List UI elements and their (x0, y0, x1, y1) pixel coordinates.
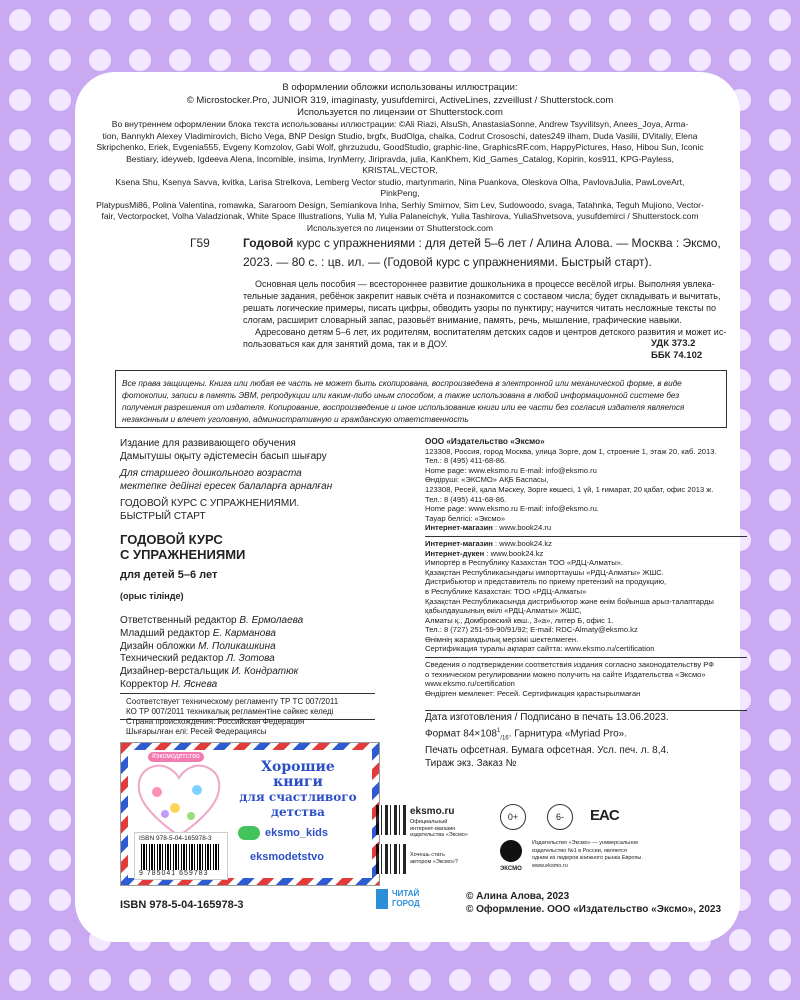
barcode-isbn: ISBN 978-5-04-165978-3 (139, 835, 212, 842)
staff-role: Младший редактор (120, 627, 210, 639)
abstract-line: Основная цель пособия — всестороннее развитие дошкольника в процессе весёлой игры. Выполняя увлека- (255, 279, 715, 289)
book-title-line: ГОДОВОЙ КУРС (120, 532, 223, 547)
format-sup: 1 (496, 727, 501, 734)
staff-name: Н. Яснева (170, 678, 218, 690)
age-group-kz: мектепке дейінгі ересек балаларға арналған (120, 480, 333, 492)
format-sub: /16 (500, 735, 509, 742)
catalog-title: Годовой (243, 236, 294, 250)
staff-role: Дизайн обложки (120, 640, 196, 652)
language-note: (орыс тілінде) (120, 591, 184, 601)
kz-line: Қазақстан Республикасында дистрибьютор және өнім бойынша арыз-талаптарды (425, 596, 714, 606)
abstract-line: тельные задания, ребёнок закрепит навык счёта и познакомится с составом числа; будет складывать и вычитать, (243, 291, 721, 301)
copyright (466, 890, 721, 916)
kz-line: Өнімнің жарамдылық мерзімі шектелмеген. (425, 634, 579, 644)
kz-line: Алматы қ., Домбровский көш., 3«а», литер Б, офис 1. (425, 615, 614, 625)
abstract-line: Адресовано детям 5–6 лет, их родителям, воспитателям детских садов и центров детского развития и может ис- (255, 327, 727, 337)
hashtag-badge: #эксмодетство (148, 752, 204, 762)
invite-line: автором «Эксмо»? (410, 859, 458, 865)
eksmo-shop-desc (410, 819, 468, 839)
format-text: . Гарнитура «Myriad Pro». (508, 728, 628, 740)
staff-row (120, 628, 400, 641)
slogan-line: книги (273, 774, 323, 790)
rights-line: фотокопии, записи в память ЭВМ, репродукции или каким-либо иным способом, а также использована в любой информационной системе без (122, 391, 680, 400)
regulation-line: Соответствует техническому регламенту ТР ТС 007/2011 (126, 697, 339, 706)
staff-role: Дизайнер-верстальщик (120, 666, 229, 678)
barcode (134, 832, 228, 880)
logo-line: ЧИТАЙ (392, 889, 420, 898)
staff-row (120, 615, 400, 628)
credit-line: tion, Bannykh Alexey Vladimirovich, Bicho Vega, BNP Design Studio, brgfx, BudOlga, chaika, Codrut Crososchi, dates249 ilham, Duda Vasilii, DVitaliy, Elena (102, 130, 698, 141)
rights-line: Все права защищены. Книга или любая ее часть не может быть скопирована, воспроизведена в электронной или механической форме, в виде (122, 379, 682, 388)
rights-line: получения разрешения от издателя. Копирование, воспроизведение и иное использование книги или ее части без согласия издателя является (122, 403, 685, 412)
origin-line: Страна происхождения: Российская Федерация (126, 717, 305, 726)
staff-row (120, 653, 400, 666)
footer-isbn: ISBN 978-5-04-165978-3 (120, 899, 244, 911)
book-title (120, 532, 245, 562)
abstract-line: пользоваться как для занятий дома, так и в ДОУ. (243, 339, 448, 349)
social-site: eksmodetstvo (250, 851, 324, 863)
slogan-line: детства (271, 805, 325, 819)
cert-line: Сведения о подтверждении соответствия издания согласно законодательству РФ (425, 660, 715, 670)
chitai-gorod-logo-icon (376, 889, 388, 909)
publisher-line: Өндіруші: «ЭКСМО» АҚБ Баспасы, (425, 475, 549, 485)
eksmo-site: eksmo.ru (410, 806, 455, 817)
staff-list (120, 615, 400, 692)
qr-code-shop (376, 805, 406, 835)
paper-info: Печать офсетная. Бумага офсетная. Усл. печ. л. 8,4. (425, 744, 669, 756)
catalog-line: курс с упражнениями : для детей 5–6 лет / Алина Алова. — Москва : Эксмо, (293, 236, 721, 250)
staff-name: И. Кондратюк (231, 666, 299, 678)
series-name: БЫСТРЫЙ СТАРТ (120, 510, 206, 522)
publisher-line: 123308, Ресей, қала Мәскеу, Зорге көшесі, 1 үй, 1 ғимарат, 20 қабат, офис 2013 ж. (425, 484, 714, 494)
publisher-line: Тел.: 8 (495) 411-68-86. (425, 494, 507, 504)
social-handle: eksmo_kids (265, 827, 328, 839)
desc-line: издательства «Эксмо» (410, 832, 468, 838)
print-info (425, 712, 750, 771)
barcode-number: 9 785041 659783 (139, 870, 209, 877)
staff-row (120, 641, 400, 654)
kz-line: Импортёр в Республику Казахстан ТОО «РДЦ-Алматы». (425, 558, 624, 568)
staff-role: Корректор (120, 678, 169, 690)
credit-line: © Microstocker.Pro, JUNIOR 319, imaginasty, yusufdemirci, ActiveLines, zzveillust / Shutterstock.com (186, 94, 614, 106)
format-text: Формат 84×108 (425, 728, 497, 740)
regulation-line: КО ТР 007/2011 техникалық регламентіне сәйкес келеді (126, 707, 334, 716)
shop-label: Интернет-магазин (425, 523, 493, 533)
shop-url: : www.book24.ru (492, 523, 552, 533)
age-rating-0: 0+ (500, 804, 526, 830)
left-column (120, 438, 400, 523)
print-date: Дата изготовления / Подписано в печать 13.06.2023. (425, 712, 669, 723)
credit-line: В оформлении обложки использованы иллюстрации: (282, 82, 518, 93)
publisher-line: Home page: www.eksmo.ru E-mail: info@eksmo.ru. (425, 504, 599, 514)
edition-type-kz: Дамытушы оқыту әдістемесін басып шығару (120, 450, 327, 462)
publisher-line: Тауар белгісі: «Эксмо» (425, 513, 506, 523)
edition-type: Издание для развивающего обучения (120, 438, 296, 449)
kz-line: Дистрибьютор и представитель по приему претензий на продукцию, (425, 577, 667, 587)
publisher-line: Тел.: 8 (495) 411-68-86. (425, 456, 507, 466)
staff-name: В. Ермолаева (239, 615, 304, 626)
origin-note (126, 717, 304, 737)
kz-line: қабылдаушының өкілі «РДЦ-Алматы» ЖШС, (425, 606, 582, 616)
udk-code: УДК 373.2 (651, 338, 696, 349)
catalog-entry (243, 234, 723, 272)
age-group: Для старшего дошкольного возраста (120, 468, 302, 479)
shop-url: : www.book24.kz (484, 548, 544, 558)
rights-line: незаконным и влечет уголовную, административную и гражданскую ответственность (122, 415, 469, 424)
book-subtitle: для детей 5–6 лет (120, 569, 218, 581)
rights-notice (115, 370, 727, 428)
publisher-info (425, 437, 750, 698)
book-title-line: С УПРАЖНЕНИЯМИ (120, 547, 246, 562)
origin-line: Шығарылған елі: Ресей Федерациясы (126, 727, 267, 736)
staff-role: Технический редактор (120, 653, 224, 665)
chitai-gorod-logo (392, 889, 420, 909)
catalog-line: 2023. — 80 с. : цв. ил. — (Годовой курс с упражнениями. Быстрый старт). (243, 255, 652, 269)
copyright-line: © Оформление. ООО «Издательство «Эксмо», 2023 (466, 904, 722, 915)
catalog-code: Г59 (190, 236, 210, 250)
shop-label: Интернет-дүкен (425, 548, 485, 558)
kz-line: Сертификация туралы ақпарат сайтта: www.eksmo.ru/certification (425, 644, 655, 654)
desc-line: интернет-магазин (410, 825, 456, 832)
age-rating-6: 6- (547, 804, 573, 830)
credit-line: Bestiary, ideyweb, Igdeeva Alena, Incomible, insima, IrynMerry, Jiripravda, julia, KanKhem, Kid_Games_Catalog, Kopirin, kos911, KPG-Payless, KRISTAL.VECTOR, (126, 153, 674, 175)
credit-line: Используется по лицензии от Shutterstock.com (297, 107, 503, 118)
shop-label: Интернет-магазин (425, 538, 493, 548)
staff-row (120, 666, 400, 679)
kz-line: в Республике Казахстан: ТОО «РДЦ-Алматы» (425, 586, 587, 596)
publisher-name: ООО «Издательство «Эксмо» (425, 437, 545, 446)
credit-line: Skripchenko, Eriek, Evgenia555, Evgeny Komzolov, Gabi Wolf, ghrzuzudu, GoodStudio, graphic-line, GraphicsRF.com, HappyPictures, Haso, Hibou Sun, Iconic (96, 142, 704, 152)
qr-code-author (376, 844, 406, 874)
about-line: издательство №1 в России, является (532, 847, 627, 854)
shop-url: : www.book24.kz (492, 538, 552, 548)
author-invite (410, 852, 458, 866)
print-format (425, 725, 750, 745)
cert-line: Өндірген мемлекет: Ресей. Сертификация қарастырылмаған (425, 688, 641, 698)
eksmo-logo-text: ЭКСМО (500, 866, 522, 872)
staff-row (120, 679, 400, 692)
credit-line: Используется по лицензии от Shutterstock.com (306, 222, 494, 233)
series-name: ГОДОВОЙ КУРС С УПРАЖНЕНИЯМИ. (120, 498, 300, 509)
logo-line: ГОРОД (392, 899, 420, 908)
about-line: Издательство «Эксмо» — универсальное (532, 840, 639, 846)
kz-line: Тел.: 8 (727) 251-59-90/91/92; E-mail: RDC-Almaty@eksmo.kz (425, 625, 638, 635)
social-icons (238, 826, 260, 840)
cert-line: www.eksmo.ru/certification (425, 679, 515, 689)
credit-line: fair, Vectorpocket, Volha Valadzionak, White Space Illustrations, Yulia M, Yulia Palaneichyk, Yulia Tashirova, YuliaShvetsova, yusufdemirci / Shutterstock.com (101, 211, 699, 221)
eksmo-about (532, 840, 643, 870)
cert-line: о техническом регулировании можно получить на сайте Издательства «Эксмо» (425, 669, 706, 679)
eksmo-logo-icon (500, 840, 522, 862)
credit-line: Во внутреннем оформлении блока текста использованы иллюстрации: ©Ali Riazi, AlsuSh, AnastasiaSonne, Andrew Tsyvilitsyn, Anees_Joya, Arma- (111, 119, 689, 129)
barcode-bars (141, 844, 221, 870)
staff-role: Ответственный редактор (120, 615, 237, 626)
heart-icon (135, 762, 223, 838)
publisher-line: Home page: www.eksmo.ru E-mail: info@eksmo.ru (425, 465, 597, 475)
cover-illustrations-credits (100, 82, 700, 120)
copyright-line: © Алина Алова, 2023 (466, 891, 570, 902)
eac-mark: EAC (590, 807, 619, 824)
regulation-note (126, 697, 338, 717)
print-run: Тираж экз. Заказ № (425, 757, 517, 769)
bbk-code: ББК 74.102 (651, 350, 703, 361)
credit-line: PlatypusMi86, Polina Valentina, romawka, Sararoom Design, Semiankova Inha, Serhiy Smirnov, Sim Lev, Sudowoodo, svaga, Tatahnka, Teguh Mujiono, Vector- (96, 199, 704, 210)
abstract-line: слогам, расширит словарный запас, разовьёт внимание, память, речь, мышление, графические навыки. (243, 315, 682, 325)
about-line: www.eksmo.ru (532, 862, 568, 869)
desc-line: Официальный (410, 819, 448, 825)
staff-name: Л. Зотова (226, 653, 275, 665)
promo-card (120, 742, 380, 886)
about-line: одним из лидеров книжного рынка Европы. (532, 855, 643, 861)
publisher-line: 123308, Россия, город Москва, улица Зорге, дом 1, строение 1, этаж 20, каб. 2013. (425, 446, 717, 456)
slogan-line: для счастливого (239, 790, 357, 804)
slogan-line: Хорошие (261, 759, 335, 775)
abstract-line: решать логические примеры, писать цифры, обводить узоры по пунктиру; научится читать несложные тексты по (243, 303, 716, 313)
inner-illustrations-credits (95, 119, 705, 234)
invite-line: Хочешь стать (410, 852, 445, 858)
kz-line: Қазақстан Республикасындағы импорттаушы «РДЦ-Алматы» ЖШС. (425, 567, 664, 577)
slogan (228, 760, 368, 820)
staff-name: Е. Карманова (212, 627, 276, 639)
credit-line: Ksena Shu, Ksenya Savva, kvitka, Larisa Strelkova, Lemberg Vector studio, martynmarin, Nina Puankova, Oleskova Olha, PavlovaJulia, PawLoveArt, PinkPeng, (115, 176, 685, 198)
staff-name: М. Поликашкина (198, 640, 276, 652)
